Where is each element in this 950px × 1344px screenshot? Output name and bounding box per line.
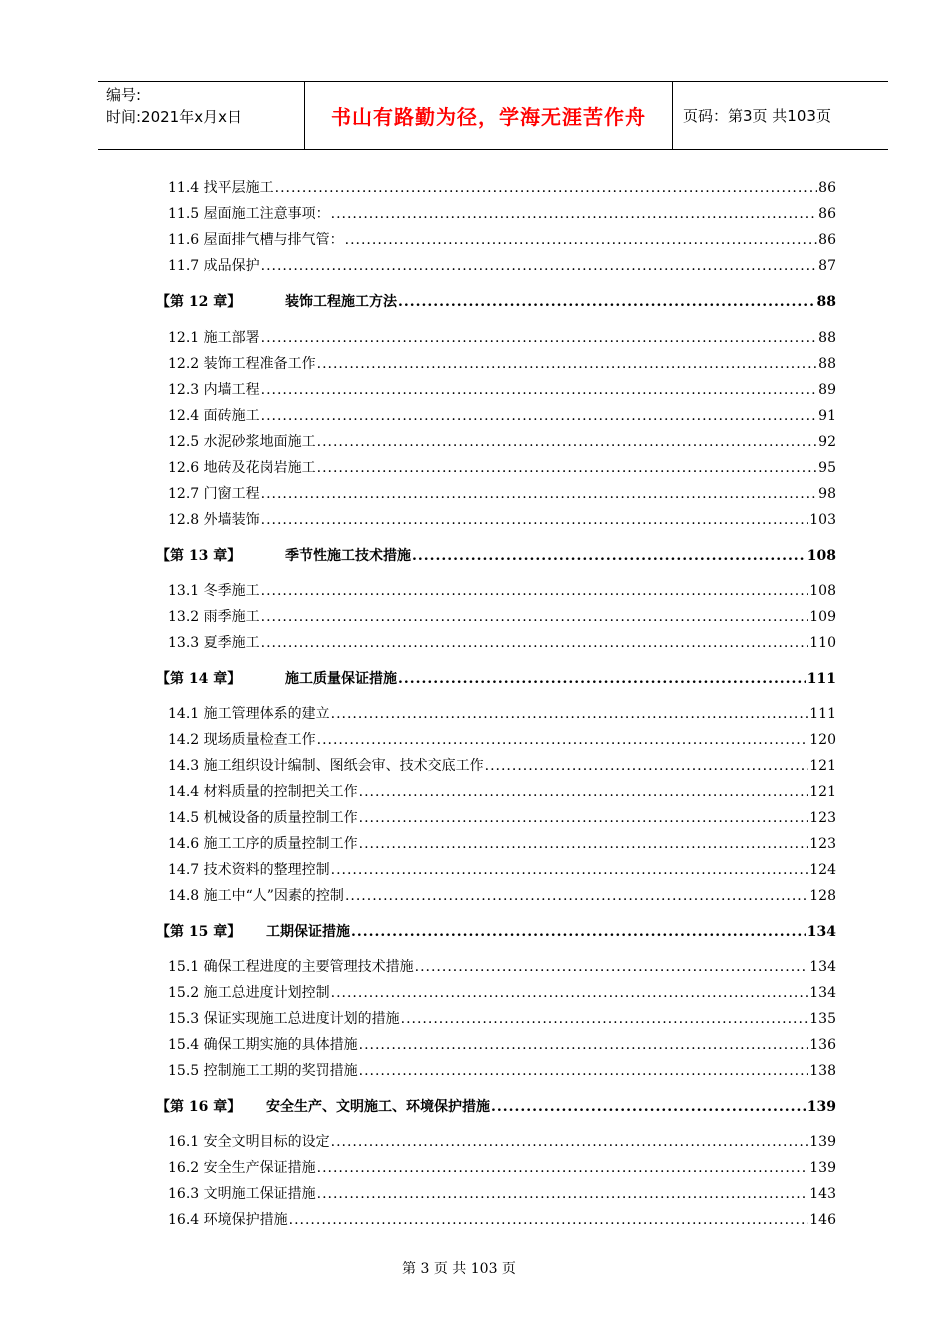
page-footer [0,1258,950,1278]
toc-entry-title: 14.4 材料质量的控制把关工作 [168,784,358,800]
toc-entry-title: 14.1 施工管理体系的建立 [168,706,330,722]
toc-page-number: 103 [809,512,836,528]
toc-page-number: 138 [809,1063,836,1079]
toc-dot-leader [412,545,806,567]
toc-entry[interactable] [168,457,836,479]
toc-entry-title: 季节性施工技术措施 [285,548,411,564]
toc-entry-title: 15.1 确保工程进度的主要管理技术措施 [168,959,414,975]
toc-entry-title: 16.2 安全生产保证措施 [168,1160,316,1176]
toc-chapter-entry[interactable] [156,291,836,313]
toc-entry[interactable] [168,859,836,881]
toc-entry[interactable] [168,483,836,505]
toc-page-number: 123 [809,810,836,826]
toc-entry-title: 15.4 确保工期实施的具体措施 [168,1037,358,1053]
toc-chapter-number: 【第 15 章】 [156,924,242,940]
toc-page-number: 120 [809,732,836,748]
toc-page-number: 128 [809,888,836,904]
toc-entry[interactable] [168,781,836,803]
toc-entry-title: 14.3 施工组织设计编制、图纸会审、技术交底工作 [168,758,484,774]
toc-entry-title: 12.6 地砖及花岗岩施工 [168,460,316,476]
toc-chapter-entry[interactable] [156,668,836,690]
toc-chapter-number: 【第 13 章】 [156,548,242,564]
toc-entry-title: 12.8 外墙装饰 [168,512,260,528]
header-meta-cell [98,82,305,149]
toc-chapter-entry[interactable] [156,1096,836,1118]
toc-entry[interactable] [168,755,836,777]
toc-entry[interactable] [168,177,836,199]
header-page-info: 页码：第3页 共103页 [683,107,831,125]
toc-page-number: 136 [809,1037,836,1053]
toc-entry[interactable] [168,729,836,751]
toc-dot-leader [351,921,806,943]
toc-page-number: 86 [818,232,836,248]
toc-entry[interactable] [168,632,836,654]
toc-entry[interactable] [168,203,836,225]
toc-entry-title: 14.8 施工中“人”因素的控制 [168,888,344,904]
toc-dot-leader [359,781,809,803]
toc-entry[interactable] [168,509,836,531]
toc-entry[interactable] [168,255,836,277]
toc-dot-leader [331,703,809,725]
toc-page-number: 108 [806,548,836,564]
toc-page-number: 98 [818,486,836,502]
toc-dot-leader [261,606,809,628]
toc-dot-leader [331,859,809,881]
toc-entry[interactable] [168,1209,836,1231]
toc-page-number: 86 [818,206,836,222]
toc-page-number: 89 [818,382,836,398]
toc-page-number: 121 [809,758,836,774]
toc-entry[interactable] [168,431,836,453]
toc-dot-leader [261,509,809,531]
toc-page-number: 88 [818,330,836,346]
toc-entry[interactable] [168,1157,836,1179]
toc-entry[interactable] [168,1034,836,1056]
toc-dot-leader [261,379,818,401]
toc-entry-title: 12.1 施工部署 [168,330,260,346]
toc-page-number: 146 [809,1212,836,1228]
toc-page-number: 109 [809,609,836,625]
toc-entry-title: 11.5 屋面施工注意事项： [168,206,330,222]
toc-page-number: 95 [818,460,836,476]
toc-page-number: 91 [818,408,836,424]
toc-entry-title: 11.7 成品保护 [168,258,260,274]
toc-entry-title: 16.1 安全文明目标的设定 [168,1134,330,1150]
toc-entry[interactable] [168,1060,836,1082]
toc-dot-leader [331,203,818,225]
toc-entry-title: 12.3 内墙工程 [168,382,260,398]
toc-dot-leader [401,1008,809,1030]
toc-entry[interactable] [168,229,836,251]
toc-entry-title: 16.3 文明施工保证措施 [168,1186,316,1202]
toc-entry-title: 15.2 施工总进度计划控制 [168,985,330,1001]
toc-page-number: 139 [809,1160,836,1176]
header-motto-cell [305,82,673,149]
toc-entry[interactable] [168,606,836,628]
header-page-cell [673,82,888,149]
toc-dot-leader [345,229,818,251]
toc-dot-leader [261,580,809,602]
toc-chapter-entry[interactable] [156,921,836,943]
toc-page-number: 134 [809,985,836,1001]
toc-entry[interactable] [168,807,836,829]
toc-page-number: 92 [818,434,836,450]
header-motto: 书山有路勤为径，学海无涯苦作舟 [331,105,646,129]
toc-chapter-number: 【第 12 章】 [156,294,242,310]
toc-dot-leader [275,177,818,199]
toc-dot-leader [398,668,806,690]
toc-dot-leader [317,1183,809,1205]
toc-entry-title: 14.5 机械设备的质量控制工作 [168,810,358,826]
toc-entry-title: 施工质量保证措施 [285,671,397,687]
toc-entry[interactable] [168,379,836,401]
toc-dot-leader [289,1209,809,1231]
toc-entry-title: 12.7 门窗工程 [168,486,260,502]
toc-entry-title: 11.4 找平层施工 [168,180,274,196]
toc-dot-leader [317,353,818,375]
toc-entry-title: 16.4 环境保护措施 [168,1212,288,1228]
toc-entry[interactable] [168,1008,836,1030]
toc-entry-title: 12.5 水泥砂浆地面施工 [168,434,316,450]
toc-entry[interactable] [168,1183,836,1205]
toc-dot-leader [331,1131,809,1153]
toc-entry-title: 15.3 保证实现施工总进度计划的措施 [168,1011,400,1027]
toc-entry[interactable] [168,580,836,602]
toc-entry[interactable] [168,405,836,427]
toc-entry-title: 13.1 冬季施工 [168,583,260,599]
page-header [98,81,888,150]
toc-dot-leader [317,729,809,751]
toc-page-number: 108 [809,583,836,599]
toc-entry-title: 工期保证措施 [266,924,350,940]
toc-page-number: 121 [809,784,836,800]
toc-dot-leader [331,982,809,1004]
toc-page-number: 139 [809,1134,836,1150]
toc-dot-leader [261,255,818,277]
toc-page-number: 124 [809,862,836,878]
toc-entry-title: 13.3 夏季施工 [168,635,260,651]
toc-page-number: 111 [809,706,836,722]
toc-dot-leader [345,885,808,907]
toc-page-number: 86 [818,180,836,196]
toc-entry-title: 14.2 现场质量检查工作 [168,732,316,748]
toc-dot-leader [415,956,809,978]
toc-page-number: 110 [809,635,836,651]
toc-entry[interactable] [168,833,836,855]
toc-dot-leader [261,405,818,427]
toc-page-number: 134 [806,924,836,940]
toc-page-number: 111 [806,671,836,687]
document-time-label: 时间:2021年x月x日 [106,108,242,126]
toc-dot-leader [359,1060,809,1082]
toc-entry[interactable] [168,982,836,1004]
toc-dot-leader [398,291,816,313]
toc-page-number: 134 [809,959,836,975]
toc-entry[interactable] [168,327,836,349]
toc-dot-leader [359,833,809,855]
toc-entry[interactable] [168,1131,836,1153]
toc-dot-leader [317,457,818,479]
toc-chapter-entry[interactable] [156,545,836,567]
toc-chapter-number: 【第 16 章】 [156,1099,242,1115]
toc-page-number: 139 [806,1099,836,1115]
toc-entry-title: 12.2 装饰工程准备工作 [168,356,316,372]
toc-page-number: 88 [816,294,836,310]
toc-entry-title: 11.6 屋面排气槽与排气管： [168,232,344,248]
toc-dot-leader [261,483,818,505]
toc-dot-leader [485,755,809,777]
toc-dot-leader [359,807,809,829]
toc-dot-leader [359,1034,809,1056]
toc-page-number: 87 [818,258,836,274]
toc-chapter-number: 【第 14 章】 [156,671,242,687]
toc-entry[interactable] [168,353,836,375]
toc-entry-title: 13.2 雨季施工 [168,609,260,625]
toc-entry-title: 安全生产、文明施工、环境保护措施 [266,1099,490,1115]
toc-dot-leader [261,632,809,654]
toc-entry-title: 15.5 控制施工工期的奖罚措施 [168,1063,358,1079]
toc-entry-title: 14.7 技术资料的整理控制 [168,862,330,878]
toc-entry[interactable] [168,956,836,978]
toc-dot-leader [317,1157,809,1179]
toc-entry-title: 装饰工程施工方法 [285,294,397,310]
toc-dot-leader [317,431,818,453]
toc-page-number: 123 [809,836,836,852]
toc-dot-leader [261,327,818,349]
toc-entry[interactable] [168,885,836,907]
toc-page-number: 135 [809,1011,836,1027]
toc-entry-title: 12.4 面砖施工 [168,408,260,424]
toc-dot-leader [491,1096,806,1118]
document-number-label: 编号: [106,86,142,104]
footer-page-number: 第 3 页 共 103 页 [402,1261,516,1277]
toc-page-number: 88 [818,356,836,372]
toc-entry-title: 14.6 施工工序的质量控制工作 [168,836,358,852]
toc-entry[interactable] [168,703,836,725]
toc-page-number: 143 [809,1186,836,1202]
